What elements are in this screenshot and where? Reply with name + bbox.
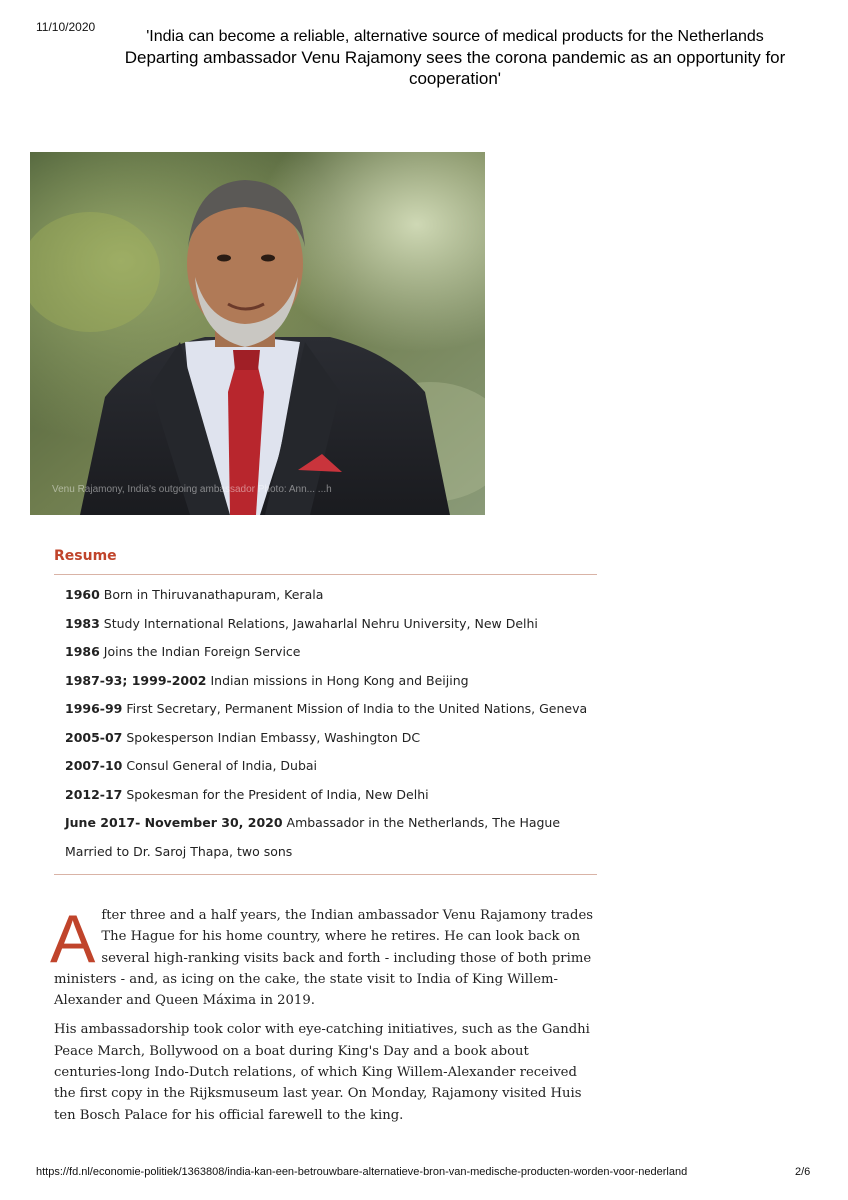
resume-item [65,842,597,871]
resume-year: 2007-10 [65,758,123,773]
resume-text: Ambassador in the Netherlands, The Hague [282,815,561,830]
resume-year: 1983 [65,615,100,631]
resume-text: Spokesperson Indian Embassy, Washington DC [122,729,421,745]
resume-year: June 2017- November 30, 2020 [65,815,283,830]
resume-item [65,785,597,814]
resume-text: Born in Thiruvanathapuram, Kerala [99,587,324,602]
resume-item [65,585,597,614]
resume-item [65,671,597,700]
print-date: 11/10/2020 [36,20,96,34]
resume-text: Consul General of India, Dubai [122,758,318,773]
resume-text: Spokesman for the President of India, New Delhi [122,786,429,802]
ambassador-photo [30,152,485,515]
article-body [50,901,594,1134]
article-paragraph-2: His ambassadorship took color with eye-catching initiatives, such as the Gandhi Peace March, Bollywood on a boat during King's Day and a book about centuries-long Indo-Dutch relations, of which King Willem-Alexander received the first copy in the Rijksmuseum last year. On Monday, Rajamony visited Huis ten Bosch Palace for his official farewell to the king. [54,1022,590,1123]
resume-text: Study International Relations, Jawaharlal Nehru University, New Delhi [99,615,538,631]
page-number: 2/6 [795,1166,811,1178]
resume-year: 2005-07 [65,729,123,745]
resume-item [65,728,597,757]
resume-item [65,756,597,785]
resume-year: 1986 [65,644,100,659]
resume-item [65,699,597,728]
resume-item [65,614,597,643]
resume-item [65,813,597,842]
resume-heading: Resume [54,548,597,575]
title-line-3: cooperation' [408,69,502,88]
title-line-1: 'India can become a reliable, alternative source of medical products for the Netherlands [146,28,764,45]
resume-text: Indian missions in Hong Kong and Beijing [206,672,469,688]
resume-item [65,642,597,671]
title-line-2: Departing ambassador Venu Rajamony sees the corona pandemic as an opportunity for [124,48,786,67]
photo-caption: Venu Rajamony, India's outgoing ambassador Photo: Ann... ...h [52,484,332,495]
resume-text: First Secretary, Permanent Mission of India to the United Nations, Geneva [122,701,588,716]
resume-box [54,548,597,875]
resume-list [54,575,597,875]
article-title [90,26,820,89]
drop-cap: A [50,901,96,977]
resume-year: 2012-17 [65,786,123,802]
resume-text: Joins the Indian Foreign Service [99,644,301,659]
paragraph-1-text: fter three and a half years, the Indian ambassador Venu Rajamony trades The Hague for his home country, where he retires. He can look back on several high-ranking visits back and forth - including those of both prime ministers - and, as icing on the cake, the state visit to India of King Willem-Alexander and Queen Máxima in 2019. [54,908,594,1009]
portrait-illustration [30,152,485,515]
footer-url: https://fd.nl/economie-politiek/1363808/india-kan-een-betrouwbare-alternatieve-bron-van-medische-producten-worden-voor-nederland [36,1166,688,1178]
resume-year: 1960 [65,587,100,602]
article-paragraph-1 [50,901,594,1011]
resume-year: 1987-93; 1999-2002 [65,672,207,688]
resume-year: 1996-99 [65,701,123,716]
resume-text: Married to Dr. Saroj Thapa, two sons [65,843,293,859]
